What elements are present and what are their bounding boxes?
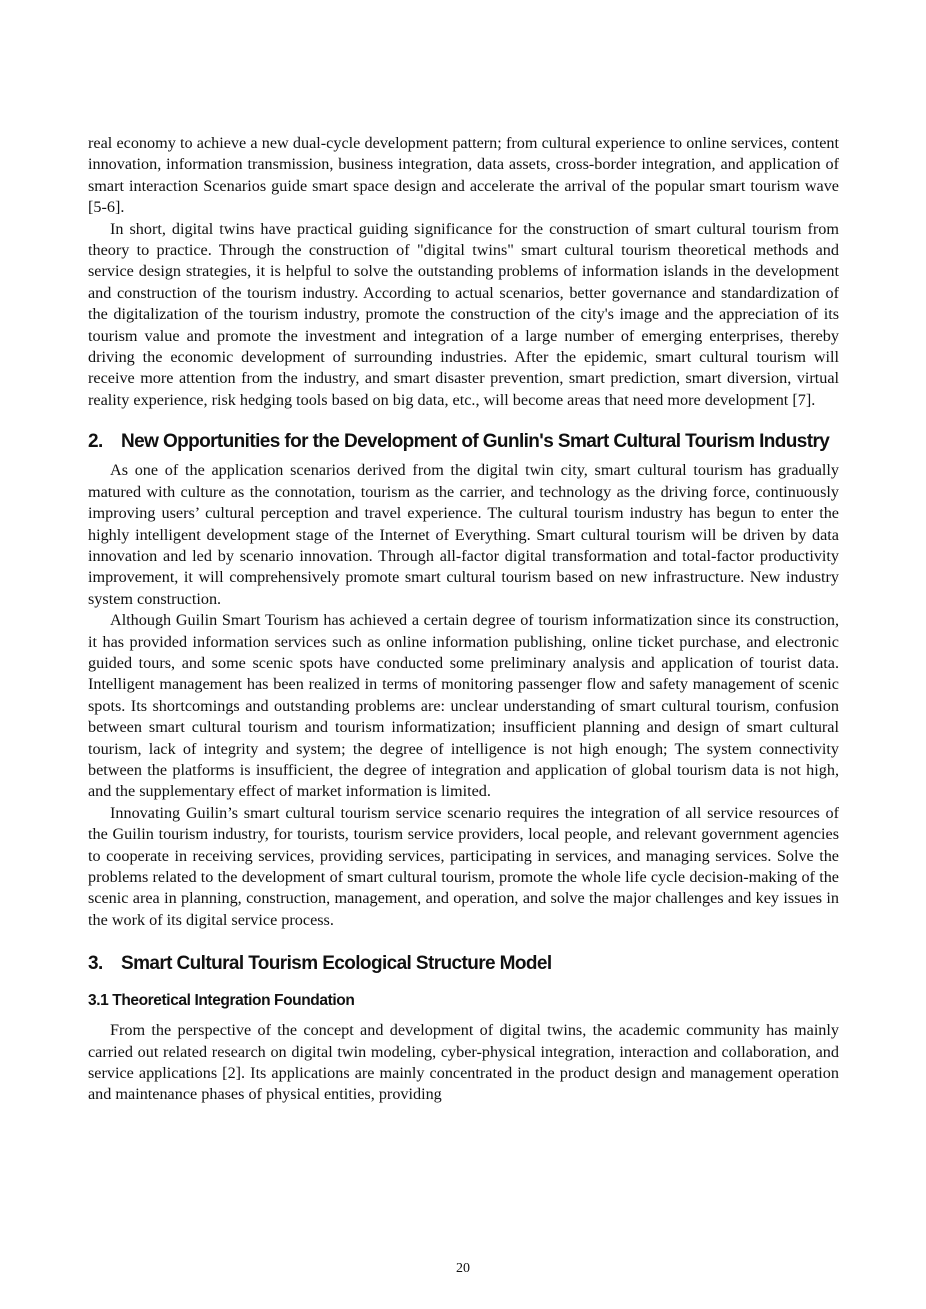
section-heading-2 xyxy=(88,429,839,454)
paper-page-body xyxy=(88,133,839,1106)
paragraph: Although Guilin Smart Tourism has achieved a certain degree of tourism informatization since its construction, it has provided information services such as online information publishing, online ticket purchase, and electronic guided tours, and some scenic spots have conducted some preliminary analysis and application of tourist data. Intelligent management has been realized in terms of monitoring passenger flow and safety management of scenic spots. Its shortcomings and outstanding problems are: unclear understanding of smart cultural tourism, confusion between smart cultural tourism and tourism informatization; insufficient planning and design of smart cultural tourism, lack of integrity and system; the degree of intelligence is not high enough; The system connectivity between the platforms is insufficient, the degree of integration and application of global tourism data is not high, and the supplementary effect of market information is limited. xyxy=(88,611,839,801)
page-number: 20 xyxy=(456,1261,470,1276)
section-title: New Opportunities for the Development of Gunlin's Smart Cultural Tourism Industry xyxy=(121,431,830,453)
section-heading-3 xyxy=(88,951,839,976)
subsection-heading-3-1: 3.1 Theoretical Integration Foundation xyxy=(88,992,355,1010)
paragraph: From the perspective of the concept and development of digital twins, the academic community has mainly carried out related research on digital twin modeling, cyber-physical integration, interaction and collaboration, and service applications [2]. Its applications are mainly concentrated in the product design and management operation and maintenance phases of physical entities, providing xyxy=(88,1021,839,1104)
paragraph: Innovating Guilin’s smart cultural tourism service scenario requires the integration of all service resources of the Guilin tourism industry, for tourists, tourism service providers, local people, and relevant government agencies to cooperate in receiving services, providing services, participating in services, and managing services. Solve the problems related to the development of smart cultural tourism, promote the whole life cycle decision-making of the scenic area in planning, construction, management, and operation, and solve the major challenges and key issues in the work of its digital service process. xyxy=(88,803,839,929)
paragraph: In short, digital twins have practical guiding significance for the construction of smart cultural tourism from theory to practice. Through the construction of "digital twins" smart cultural tourism theoretical methods and service design strategies, it is helpful to solve the outstanding problems of information islands in the development and construction of the tourism industry. According to actual scenarios, better governance and standardization of the digitalization of the tourism industry, promote the construction of the city's image and the appreciation of its tourism value and promote the investment and integration of a large number of emerging enterprises, thereby driving the economic development of surrounding industries. After the epidemic, smart cultural tourism will receive more attention from the industry, and smart disaster prevention, smart prediction, smart diversion, virtual reality experience, risk hedging tools based on big data, etc., will become areas that need more development [7]. xyxy=(88,219,839,409)
section-title: Smart Cultural Tourism Ecological Structure Model xyxy=(121,953,552,975)
paragraph: As one of the application scenarios derived from the digital twin city, smart cultural tourism has gradually matured with culture as the connotation, tourism as the carrier, and technology as the driving force, continuously improving users’ cultural perception and travel experience. The cultural tourism industry has begun to enter the highly intelligent development stage of the Internet of Everything. Smart cultural tourism will be driven by data innovation and led by scenario innovation. Through all-factor digital transformation and total-factor productivity improvement, it will comprehensively promote smart cultural tourism based on new infrastructure. New industry system construction. xyxy=(88,461,839,608)
paragraph-continued: real economy to achieve a new dual-cycle development pattern; from cultural experience to online services, content innovation, information transmission, business integration, data assets, cross-border integration, and application of smart interaction Scenarios guide smart space design and accelerate the arrival of the popular smart tourism wave [5-6]. xyxy=(88,134,839,217)
section-number: 2. xyxy=(88,431,103,453)
section-number: 3. xyxy=(88,953,103,975)
